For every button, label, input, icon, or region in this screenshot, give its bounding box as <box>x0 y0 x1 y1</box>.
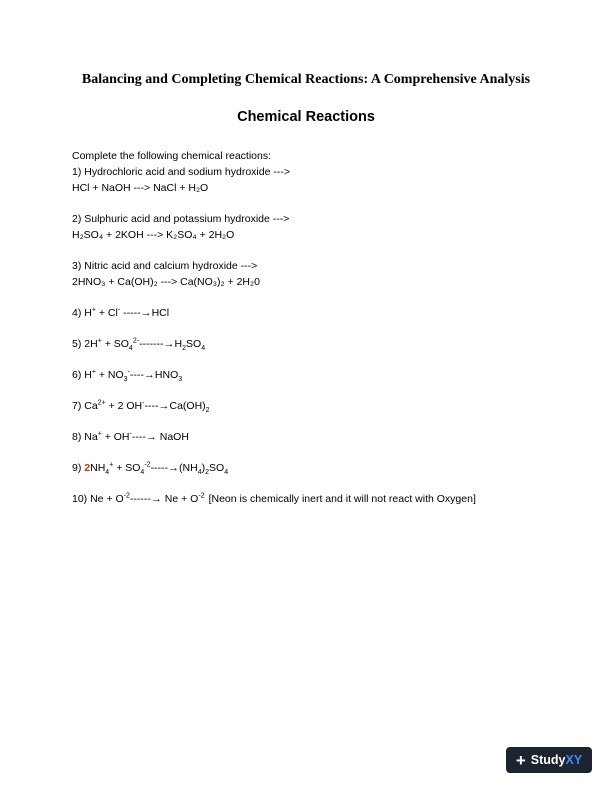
question-2: 2) Sulphuric acid and potassium hydroxide ---> <box>72 213 290 225</box>
arrow-icon: → <box>145 431 157 443</box>
section-heading: Chemical Reactions <box>237 109 375 125</box>
arrow-icon: → <box>163 338 175 350</box>
equation-6: 6) $H^+ + NO_3^-----\to HNO_3$ <box>72 368 183 384</box>
equation-7: 7) $Ca^{2+} + 2$ $OH^-----\to Ca(OH)_2$ <box>72 399 210 415</box>
answer-2: H₂SO₄ + 2KOH ---> K₂SO₄ + 2H₂O <box>72 229 235 241</box>
plus-icon: + <box>515 750 526 770</box>
arrow-icon: → <box>150 493 162 505</box>
answer-1: HCl + NaOH ---> NaCl + H₂O <box>72 182 209 194</box>
equation-10: 10) $Ne + O^{-2}------\to Ne + O^{-2}$ [Neon is chemically inert and it will not react with Oxygen] <box>72 492 476 505</box>
document-body <box>72 148 592 507</box>
question-1: 1) Hydrochloric acid and sodium hydroxide ---> <box>72 166 290 178</box>
equation-8: 8) Na+ + OH-----→ NaOH <box>72 430 189 443</box>
equation-10-note: [Neon is chemically inert and it will not react with Oxygen] <box>208 493 476 505</box>
answer-3: 2HNO₃ + Ca(OH)₂ ---> Ca(NO₃)₂ + 2H₂0 <box>72 276 260 288</box>
correction-coefficient: 2 <box>84 462 91 474</box>
arrow-icon: → <box>158 400 170 412</box>
intro-text: Complete the following chemical reactions: <box>72 150 272 162</box>
studyxy-logo[interactable] <box>506 747 592 773</box>
equation-5: 5) $2H^+ + SO_4^{2-}-------\to H_2SO_4$ <box>72 337 206 353</box>
logo-text: StudyXY <box>530 753 583 767</box>
arrow-icon: → <box>140 307 152 319</box>
equation-9: 9) $2NH_4^+ + SO_4^{-2}-----\to(NH_4)_2SO_4$ <box>72 461 229 477</box>
question-3: 3) Nitric acid and calcium hydroxide ---> <box>72 260 258 272</box>
document-title: Balancing and Completing Chemical Reactions: A Comprehensive Analysis <box>81 72 531 87</box>
equation-4: 4) H+ + Cl- -----→HCl <box>72 306 170 319</box>
arrow-icon: → <box>168 462 180 474</box>
arrow-icon: → <box>143 369 155 381</box>
